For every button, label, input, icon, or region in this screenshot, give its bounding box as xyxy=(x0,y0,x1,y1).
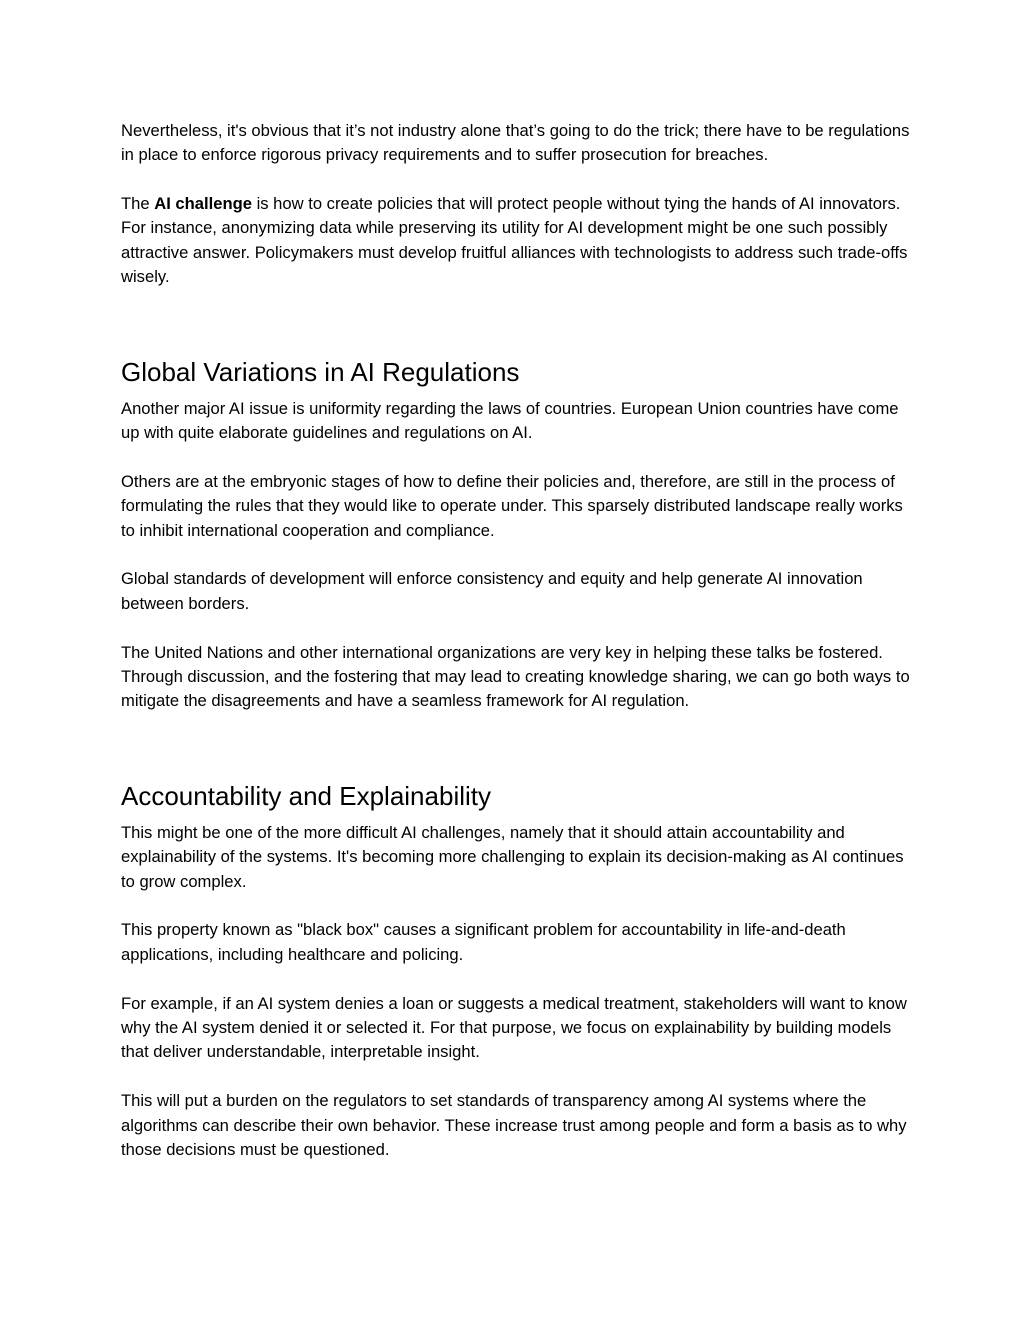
section1-paragraph: Another major AI issue is uniformity regarding the laws of countries. European Union countries have come up with quite elaborate guidelines and regulations on AI. xyxy=(121,398,899,443)
section1-paragraph: The United Nations and other international organizations are very key in helping these talks be fostered. Through discussion, and the fostering that may lead to creating knowledge sharing, we can go both ways to mitigate the disagreements and have a seamless framework for AI regulation. xyxy=(121,642,910,711)
section2-paragraph: This will put a burden on the regulators to set standards of transparency among AI systems where the algorithms can describe their own behavior. These increase trust among people and form a basis as to why those decisions must be questioned. xyxy=(121,1091,907,1160)
ai-challenge-emphasis: AI challenge xyxy=(154,194,252,213)
section-heading-accountability: Accountability and Explainability xyxy=(121,780,491,811)
document-body xyxy=(121,119,911,1163)
intro-paragraph-1: Nevertheless, it's obvious that it’s not industry alone that’s going to do the trick; there have to be regulations in place to enforce rigorous privacy requirements and to suffer prosecution for breaches. xyxy=(121,121,910,165)
section2-paragraph: This property known as "black box" causes a significant problem for accountability in life-and-death applications, including healthcare and policing. xyxy=(121,920,846,964)
section1-paragraph: Global standards of development will enforce consistency and equity and help generate AI innovation between borders. xyxy=(121,569,863,613)
intro-paragraph-2-lead: The xyxy=(121,194,155,213)
section2-paragraph: This might be one of the more difficult AI challenges, namely that it should attain accountability and explainability of the systems. It's becoming more challenging to explain its decision-making as AI continues to grow complex. xyxy=(121,822,904,891)
section-heading-global-variations: Global Variations in AI Regulations xyxy=(121,356,520,387)
section2-paragraph: For example, if an AI system denies a loan or suggests a medical treatment, stakeholders will want to know why the AI system denied it or selected it. For that purpose, we focus on explainability by building models that deliver understandable, interpretable insight. xyxy=(121,993,907,1062)
intro-paragraph-2 xyxy=(121,192,911,290)
intro-paragraph-2-rest: is how to create policies that will protect people without tying the hands of AI innovators. For instance, anonymizing data while preserving its utility for AI development might be one such possibly attractive answer. Policymakers must develop fruitful alliances with technologists to address such trade-offs wisely. xyxy=(121,194,908,287)
section1-paragraph: Others are at the embryonic stages of how to define their policies and, therefore, are still in the process of formulating the rules that they would like to operate under. This sparsely distributed landscape really works to inhibit international cooperation and compliance. xyxy=(121,471,903,540)
